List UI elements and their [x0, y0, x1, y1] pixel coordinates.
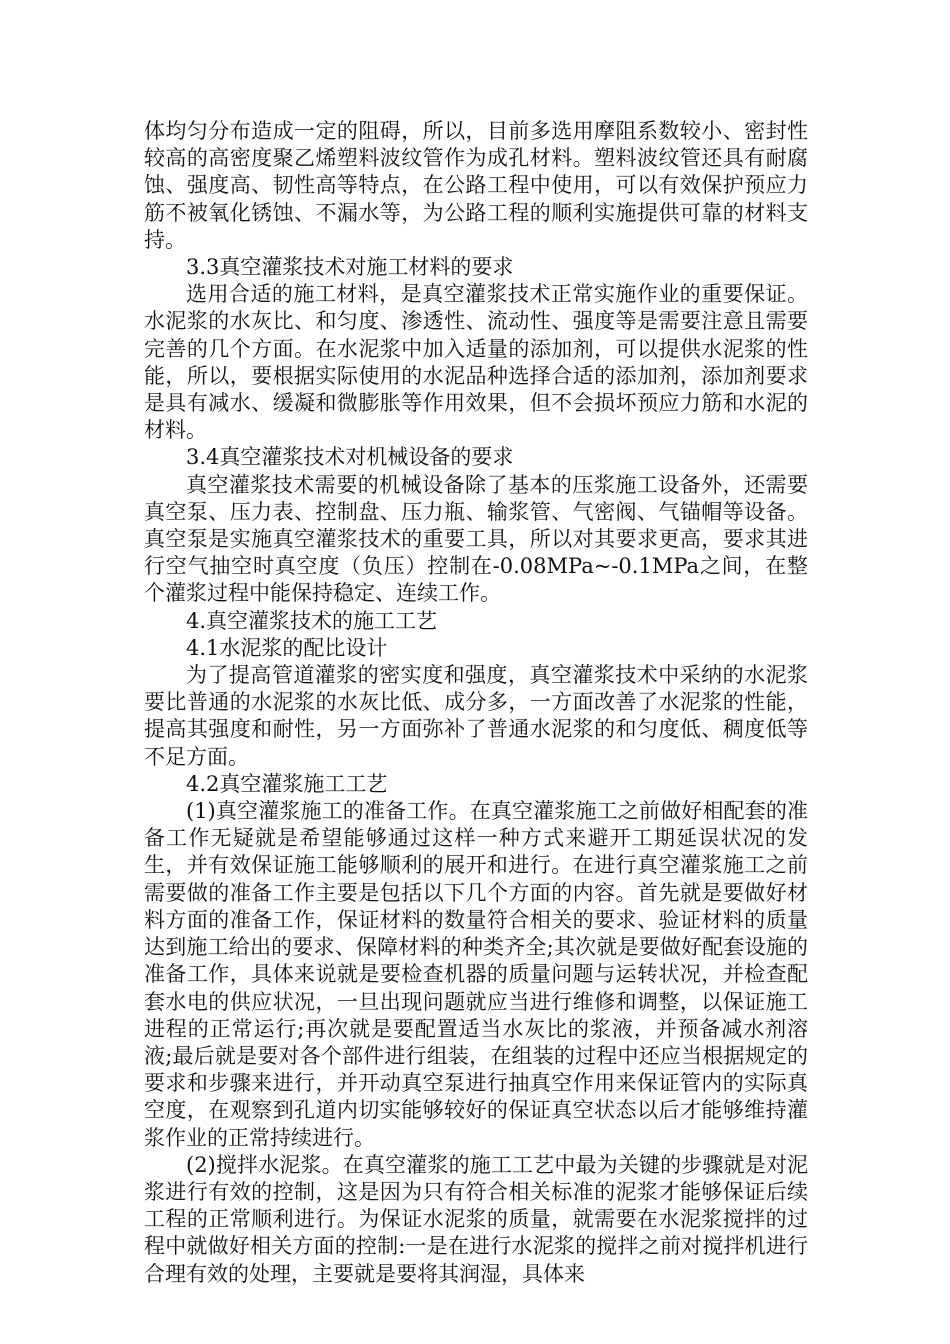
paragraph-mix-design: 为了提高管道灌浆的密实度和强度，真空灌浆技术中采纳的水泥浆要比普通的水泥浆的水灰比低、成分多，一方面改善了水泥浆的性能，提高其强度和耐性，另一方面弥补了普通水泥浆的和匀度低、稠度低等不足方面。 [144, 663, 808, 769]
paragraph-preparation-work: (1)真空灌浆施工的准备工作。在真空灌浆施工之前做好相配套的准备工作无疑就是希望能够通过这样一种方式来避开工期延误状况的发生，并有效保证施工能够顺利的展开和进行。在进行真空灌浆施工之前需要做的准备工作主要是包括以下几个方面的内容。首先就是要做好材料方面的准备工作，保证材料的数量符合相关的要求、验证材料的质量达到施工给出的要求、保障材料的种类齐全;其次就是要做好配套设施的准备工作，具体来说就是要检查机器的质量问题与运转状况，并检查配套水电的供应状况，一旦出现问题就应当进行维修和调整，以保证施工进程的正常运行;再次就是要配置适当水灰比的浆液，并预备减水剂溶液;最后就是要对各个部件进行组装，在组装的过程中还应当根据规定的要求和步骤来进行，并开动真空泵进行抽真空作用来保证管内的实际真空度，在观察到孔道内切实能够较好的保证真空状态以后才能够维持灌浆作业的正常持续进行。 [144, 799, 808, 1150]
paragraph-continued-materials: 体均匀分布造成一定的阻碍，所以，目前多选用摩阻系数较小、密封性较高的高密度聚乙烯塑料波纹管作为成孔材料。塑料波纹管还具有耐腐蚀、强度高、韧性高等特点，在公路工程中使用，可以有效保护预应力筋不被氧化锈蚀、不漏水等，为公路工程的顺利实施提供可靠的材料支持。 [144, 119, 808, 252]
heading-4: 4.真空灌浆技术的施工工艺 [186, 608, 438, 633]
heading-4-2: 4.2真空灌浆施工工艺 [186, 771, 388, 796]
heading-3-4: 3.4真空灌浆技术对机械设备的要求 [186, 445, 514, 470]
heading-3-3: 3.3真空灌浆技术对施工材料的要求 [186, 255, 514, 280]
paragraph-mixing-grout: (2)搅拌水泥浆。在真空灌浆的施工工艺中最为关键的步骤就是对泥浆进行有效的控制，这是因为只有符合相关标准的泥浆才能够保证后续工程的正常顺利进行。为保证水泥浆的质量，就需要在水泥浆搅拌的过程中就做好相关方面的控制:一是在进行水泥浆的搅拌之前对搅拌机进行合理有效的处理，主要就是要将其润湿，具体来 [144, 1152, 808, 1286]
heading-4-1: 4.1水泥浆的配比设计 [186, 635, 388, 660]
paragraph-equipment-requirements: 真空灌浆技术需要的机械设备除了基本的压浆施工设备外，还需要真空泵、压力表、控制盘、压力瓶、输浆管、气密阀、气锚帽等设备。真空泵是实施真空灌浆技术的重要工具，所以对其要求更高，要求其进行空气抽空时真空度（负压）控制在-0.08MPa~-0.1MPa之间，在整个灌浆过程中能保持稳定、连续工作。 [144, 472, 808, 606]
document-page [144, 118, 808, 1288]
paragraph-materials-requirements: 选用合适的施工材料，是真空灌浆技术正常实施作业的重要保证。水泥浆的水灰比、和匀度、渗透性、流动性、强度等是需要注意且需要完善的几个方面。在水泥浆中加入适量的添加剂，可以提供水泥浆的性能，所以，要根据实际使用的水泥品种选择合适的添加剂，添加剂要求是具有减水、缓凝和微膨胀等作用效果，但不会损坏预应力筋和水泥的材料。 [144, 282, 808, 443]
